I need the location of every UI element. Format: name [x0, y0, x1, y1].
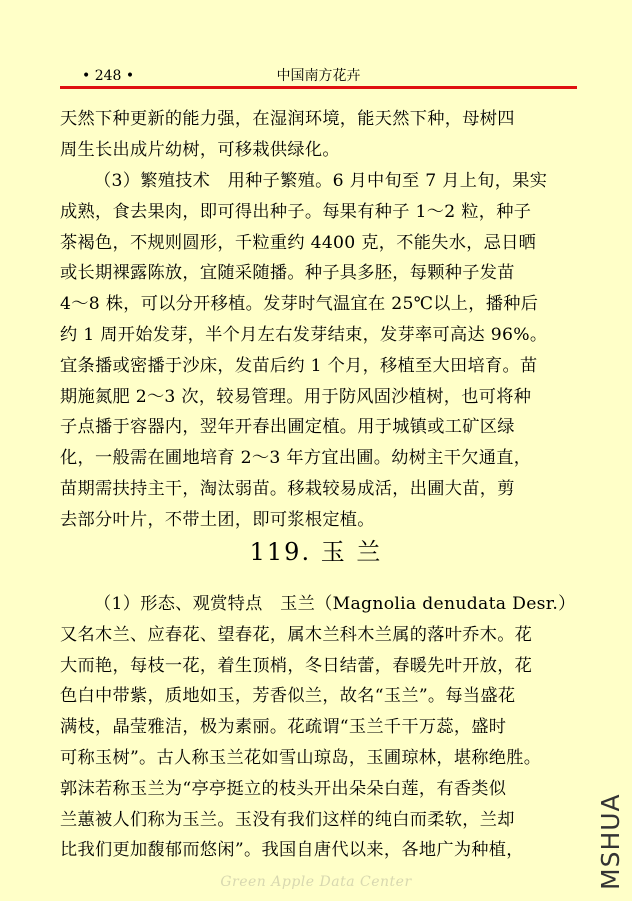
bottom-watermark: Green Apple Data Center — [220, 874, 412, 890]
text-line: 比我们更加馥郁而悠闲”。我国自唐代以来，各地广为种植， — [60, 840, 524, 861]
text-line: 去部分叶片，不带土团，即可浆根定植。 — [60, 509, 375, 530]
text-line: 或长期裸露陈放，宜随采随播。种子具多胚，每颗种子发苗 — [60, 263, 515, 284]
text-line: 兰蕙被人们称为玉兰。玉没有我们这样的纯白而柔软，兰却 — [60, 809, 515, 830]
text-line: 宜条播或密播于沙床，发苗后约 1 个月，移植至大田培育。苗 — [60, 355, 538, 376]
text-line: 茶褐色，不规则圆形，千粒重约 4400 克，不能失水，忌日晒 — [60, 232, 537, 253]
side-watermark: MSHUA — [596, 793, 625, 890]
text-line: 子点播于容器内，翌年开春出圃定植。用于城镇或工矿区绿 — [60, 417, 515, 438]
text-line: 又名木兰、应春花、望春花，属木兰科木兰属的落叶乔木。花 — [60, 624, 533, 645]
paragraph-continued — [60, 104, 580, 166]
text-line: 化，一般需在圃地培育 2～3 年方宜出圃。幼树主干欠通直， — [60, 448, 532, 469]
section-heading: 119. 玉 兰 — [249, 538, 383, 566]
text-line: 满枝，晶莹雅洁，极为素丽。花疏谓“玉兰千干万蕊，盛时 — [60, 717, 507, 738]
text-line: 周生长出成片幼树，可移栽供绿化。 — [60, 139, 340, 160]
text-line: 郭沫若称玉兰为“亭亭挺立的枝头开出朵朵白莲，有香类似 — [60, 778, 507, 799]
text-line: 天然下种更新的能力强，在湿润环境，能天然下种，母树四 — [60, 109, 515, 129]
text-line: （1）形态、观赏特点 玉兰（Magnolia denudata Desr.） — [94, 594, 576, 614]
book-title: 中国南方花卉 — [276, 68, 361, 84]
text-line: 4～8 株，可以分开移植。发芽时气温宜在 25℃以上，播种后 — [60, 294, 539, 315]
header-rule — [60, 86, 577, 89]
page-number: • 248 • — [82, 68, 135, 84]
text-line: 约 1 周开始发芽，半个月左右发芽结束，发芽率可高达 96%。 — [60, 324, 548, 345]
paragraph-morphology — [60, 589, 580, 866]
text-line: 苗期需扶持主干，淘汰弱苗。移栽较易成活，出圃大苗，剪 — [60, 478, 515, 499]
text-line: 色白中带紫，质地如玉，芳香似兰，故名“玉兰”。每当盛花 — [60, 686, 516, 707]
paragraph-propagation — [60, 166, 580, 536]
running-header — [60, 66, 577, 86]
text-line: （3）繁殖技术 用种子繁殖。6 月中旬至 7 月上旬，果实 — [94, 171, 548, 191]
text-line: 大而艳，每枝一花，着生顶梢，冬日结蕾，春暖先叶开放，花 — [60, 655, 533, 676]
text-line: 可称玉树”。古人称玉兰花如雪山琼岛，玉圃琼林，堪称绝胜。 — [60, 747, 542, 768]
text-line: 成熟，食去果肉，即可得出种子。每果有种子 1～2 粒，种子 — [60, 201, 532, 222]
text-line: 期施氮肥 2～3 次，较易管理。用于防风固沙植树，也可将种 — [60, 386, 532, 407]
